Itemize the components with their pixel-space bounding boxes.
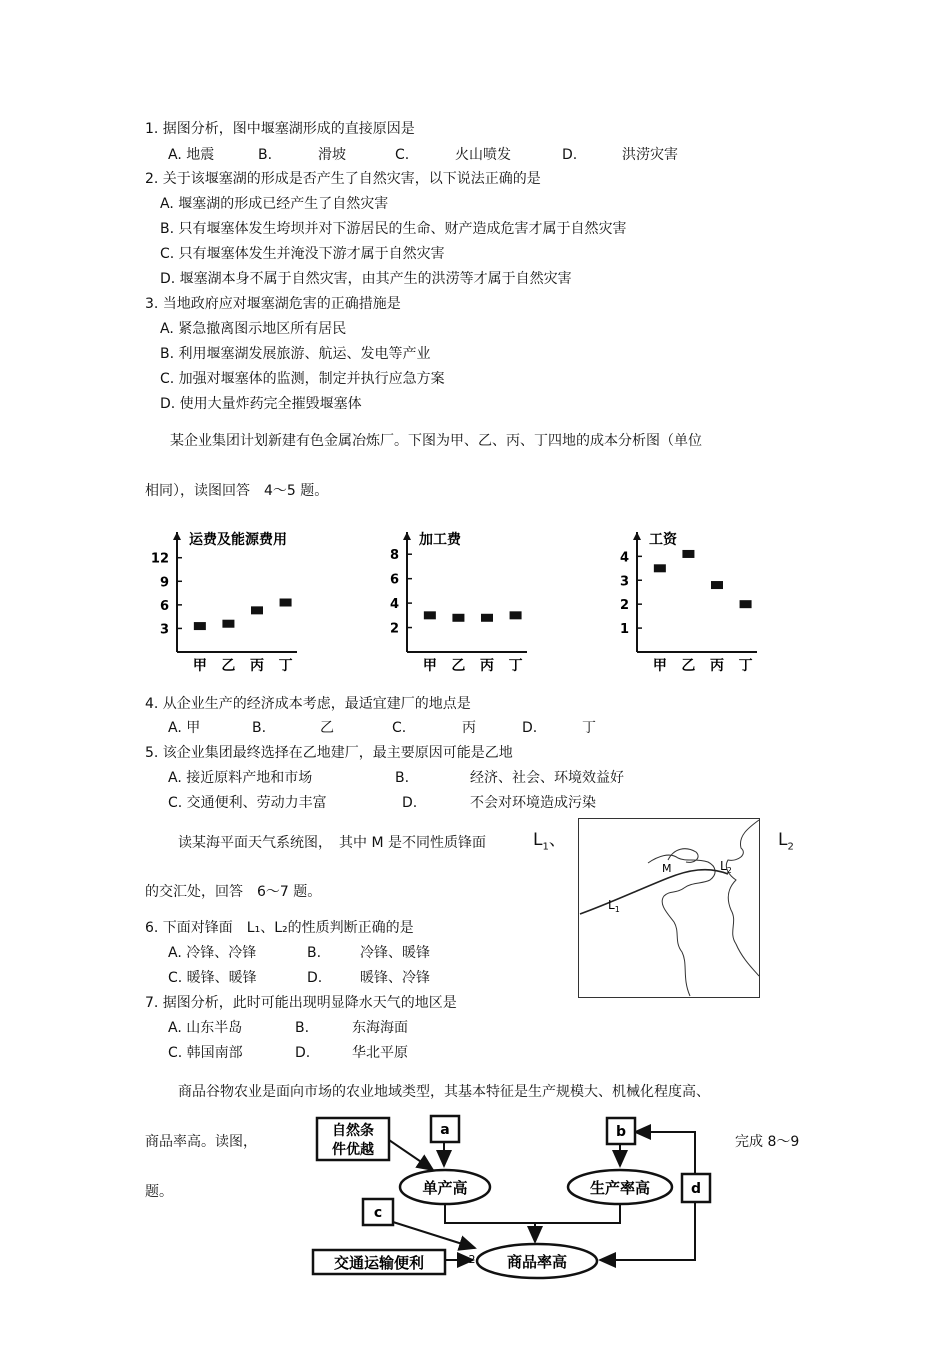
data-point [251, 606, 263, 614]
y-tick-label: 9 [159, 575, 169, 591]
q5-option-d-letter: D. [402, 795, 418, 811]
data-point [280, 599, 292, 607]
q4-option-b-letter: B. [252, 720, 267, 736]
q6-option-b-letter: B. [307, 945, 322, 961]
label-b: b [615, 1124, 627, 1140]
y-tick-label: 2 [619, 598, 629, 614]
intro-8-9-line2: 商品率高。读图， [145, 1134, 257, 1150]
q7-option-d: 华北平原 [352, 1045, 408, 1061]
y-tick-label: 12 [150, 551, 169, 567]
q1-option-b-letter: B. [258, 147, 273, 163]
q4-option-d-letter: D. [522, 720, 538, 736]
high-commodity-label: 商品率高 [506, 1253, 568, 1271]
intro-6-7-l1: $L_1$、 [533, 830, 566, 853]
y-tick-label: 4 [619, 550, 629, 566]
y-axis-arrow-icon [403, 532, 411, 540]
q4-option-a: A. 甲 [168, 720, 201, 736]
chart-processing [390, 531, 527, 674]
q2-option-c: C. 只有堰塞体发生并淹没下游才属于自然灾害 [160, 246, 445, 262]
x-category-label: 甲 [422, 658, 437, 674]
y-tick-label: 6 [389, 572, 399, 588]
q1-option-d: 洪涝灾害 [622, 147, 678, 163]
data-point [194, 622, 206, 630]
intro-6-7-l2: $L_2$ [778, 830, 794, 853]
x-category-label: 丁 [738, 658, 753, 674]
chart-title: 加工费 [419, 532, 461, 548]
chart-wages [620, 531, 757, 674]
high-productivity-label: 生产率高 [589, 1179, 651, 1197]
intro-8-9-line2-end: 完成 8～9 [735, 1134, 800, 1150]
y-axis-arrow-icon [633, 532, 641, 540]
high-yield-label: 单产高 [422, 1179, 468, 1197]
q6-option-d-letter: D. [307, 970, 323, 986]
q5-option-d: 不会对环境造成污染 [470, 795, 596, 811]
y-axis-arrow-icon [173, 532, 181, 540]
q7-stem: 7. 据图分析，此时可能出现明显降水天气的地区是 [145, 995, 457, 1011]
q4-stem: 4. 从企业生产的经济成本考虑，最适宜建厂的地点是 [145, 696, 471, 712]
q4-option-c: 丙 [462, 720, 476, 736]
x-category-label: 甲 [192, 658, 207, 674]
arrow-yield-to-commodity [445, 1205, 535, 1242]
q6-option-c: C. 暖锋、暖锋 [168, 970, 257, 986]
data-point [682, 550, 694, 558]
chart-transport-energy [151, 531, 297, 674]
y-tick-label: 2 [389, 621, 399, 637]
data-point [481, 614, 493, 622]
q3-option-c: C. 加强对堰塞体的监测，制定并执行应急方案 [160, 371, 445, 387]
q6-option-a: A. 冷锋、冷锋 [168, 945, 257, 961]
natural-conditions-line2: 件优越 [332, 1142, 374, 1158]
q7-option-d-letter: D. [295, 1045, 311, 1061]
q5-option-b: 经济、社会、环境效益好 [470, 770, 624, 786]
q7-option-b: 东海海面 [352, 1020, 408, 1036]
arrow-d-to-commodity [600, 1202, 695, 1260]
intro-8-9-line3: 题。 [145, 1184, 173, 1200]
q1-stem: 1. 据图分析，图中堰塞湖形成的直接原因是 [145, 121, 415, 137]
intro-6-7-line1: 读某海平面天气系统图， 其中 M 是不同性质锋面 [178, 835, 486, 851]
q2-option-a: A. 堰塞湖的形成已经产生了自然灾害 [160, 196, 389, 212]
x-category-label: 丁 [508, 658, 523, 674]
q1-option-d-letter: D. [562, 147, 578, 163]
q6-option-d: 暖锋、冷锋 [360, 970, 430, 986]
q4-option-c-letter: C. [392, 720, 407, 736]
x-category-label: 丙 [250, 658, 264, 674]
data-point [510, 611, 522, 619]
q5-stem: 5. 该企业集团最终选择在乙地建厂，最主要原因可能是乙地 [145, 745, 513, 761]
q7-option-b-letter: B. [295, 1020, 310, 1036]
x-category-label: 丁 [278, 658, 293, 674]
q5-option-b-letter: B. [395, 770, 410, 786]
cost-charts [145, 520, 765, 680]
y-tick-label: 6 [159, 598, 169, 614]
intro-8-9-line1: 商品谷物农业是面向市场的农业地域类型，其基本特征是生产规模大、机械化程度高、 [178, 1084, 710, 1100]
q1-option-b: 滑坡 [318, 147, 346, 163]
y-tick-label: 8 [389, 548, 399, 564]
q7-option-a: A. 山东半岛 [168, 1020, 243, 1036]
q1-option-a: A. 地震 [168, 147, 215, 163]
q3-option-a: A. 紧急撤离图示地区所有居民 [160, 321, 347, 337]
q3-stem: 3. 当地政府应对堰塞湖危害的正确措施是 [145, 296, 401, 312]
q2-stem: 2. 关于该堰塞湖的形成是否产生了自然灾害，以下说法正确的是 [145, 171, 541, 187]
x-category-label: 乙 [451, 658, 466, 674]
arrow-productivity-join [535, 1205, 620, 1223]
y-tick-label: 3 [619, 574, 629, 590]
label-l1: $L_1$ [608, 898, 620, 914]
intro-4-5-line2: 相同），读图回答 4～5 题。 [145, 483, 329, 499]
q5-option-c: C. 交通便利、劳动力丰富 [168, 795, 327, 811]
y-tick-label: 3 [159, 622, 169, 638]
x-category-label: 乙 [221, 658, 236, 674]
q6-stem: 6. 下面对锋面 L₁、L₂的性质判断正确的是 [145, 920, 414, 936]
weather-map [578, 818, 760, 998]
arrow-c-to-commodity [393, 1222, 475, 1248]
intro-6-7-line2: 的交汇处，回答 6～7 题。 [145, 884, 322, 900]
x-category-label: 乙 [681, 658, 696, 674]
flow-diagram [305, 1110, 725, 1280]
q1-option-c-letter: C. [395, 147, 410, 163]
data-point [424, 611, 436, 619]
label-l2: $L_2$ [720, 859, 732, 875]
data-point [654, 564, 666, 572]
x-category-label: 丙 [710, 658, 724, 674]
q6-option-b: 冷锋、暖锋 [360, 945, 430, 961]
data-point [222, 620, 234, 628]
page-number: 2 [468, 1253, 476, 1266]
data-point [452, 614, 464, 622]
q2-option-d: D. 堰塞湖本身不属于自然灾害，由其产生的洪涝等才属于自然灾害 [160, 271, 572, 287]
q2-option-b: B. 只有堰塞体发生垮坝并对下游居民的生命、财产造成危害才属于自然灾害 [160, 221, 627, 237]
q1-option-c: 火山喷发 [455, 147, 511, 163]
q7-option-c: C. 韩国南部 [168, 1045, 243, 1061]
label-m: M [662, 862, 672, 875]
q3-option-d: D. 使用大量炸药完全摧毁堰塞体 [160, 396, 362, 412]
q5-option-a: A. 接近原料产地和市场 [168, 770, 313, 786]
label-d: d [690, 1181, 702, 1197]
y-tick-label: 4 [389, 597, 399, 613]
arrow-natural-to-yield [389, 1140, 433, 1170]
label-a: a [440, 1122, 450, 1138]
data-point [711, 581, 723, 589]
data-point [740, 600, 752, 608]
q4-option-d: 丁 [582, 720, 596, 736]
natural-conditions-line1: 自然条 [332, 1123, 374, 1139]
x-category-label: 甲 [652, 658, 667, 674]
y-tick-label: 1 [619, 622, 629, 638]
chart-title: 工资 [649, 532, 677, 548]
q3-option-b: B. 利用堰塞湖发展旅游、航运、发电等产业 [160, 346, 431, 362]
intro-4-5-line1: 某企业集团计划新建有色金属冶炼厂。下图为甲、乙、丙、丁四地的成本分析图（单位 [170, 433, 702, 449]
x-category-label: 丙 [480, 658, 494, 674]
transport-label: 交通运输便利 [333, 1254, 425, 1272]
q4-option-b: 乙 [320, 720, 334, 736]
label-c: c [373, 1205, 383, 1221]
chart-title: 运费及能源费用 [189, 532, 287, 548]
